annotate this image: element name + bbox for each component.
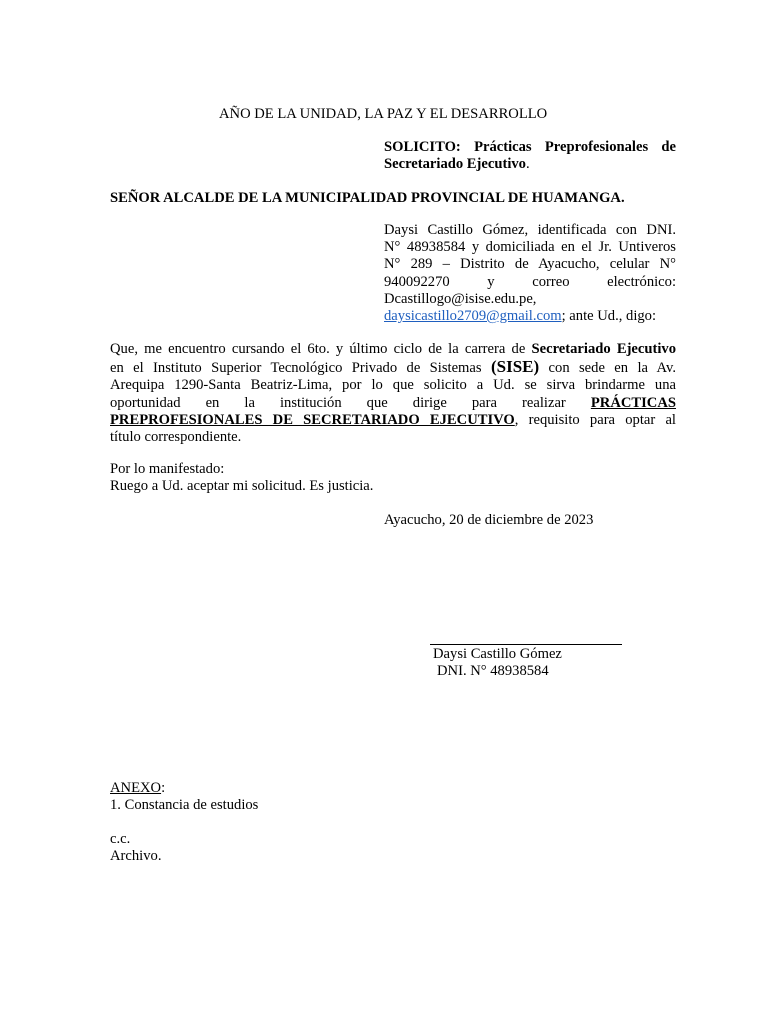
applicant-line-2: N° 48938584 y domiciliada en el Jr. Untiveros — [384, 239, 676, 256]
body-line-5: PREPROFESIONALES DE SECRETARIADO EJECUTIVO, requisito para optar al — [110, 411, 676, 428]
addressee: SEÑOR ALCALDE DE LA MUNICIPALIDAD PROVINCIAL DE HUAMANGA. — [110, 190, 625, 206]
body-paragraph — [110, 341, 676, 446]
body-line-3: Arequipa 1290-Santa Beatriz-Lima, por lo que solicito a Ud. se sirva brindarme una — [110, 377, 676, 394]
sise-acronym: (SISE) — [490, 357, 540, 377]
signature-dni: DNI. N° 48938584 — [437, 663, 549, 679]
email-link[interactable]: daysicastillo2709@gmail.com — [384, 308, 562, 325]
subject-block — [384, 139, 676, 173]
body-line-6: título correspondiente. — [110, 429, 242, 446]
applicant-line-4: 940092270 y correo electrónico: — [384, 273, 676, 290]
cc-archive: Archivo. — [110, 848, 162, 865]
annex-block — [110, 780, 258, 814]
closing-block — [110, 461, 373, 495]
closing-line-1: Por lo manifestado: — [110, 461, 225, 477]
subject-line-2: Secretariado Ejecutivo. — [384, 156, 530, 173]
body-line-2: en el Instituto Superior Tecnológico Privado de Sistemas (SISE) con sede en la Av. — [110, 357, 677, 377]
signature-line — [430, 644, 622, 645]
cc-block — [110, 831, 161, 865]
year-heading: AÑO DE LA UNIDAD, LA PAZ Y EL DESARROLLO — [219, 106, 548, 122]
signature-name: Daysi Castillo Gómez — [433, 646, 562, 662]
cc-label: c.c. — [110, 831, 131, 847]
applicant-line-1: Daysi Castillo Gómez, identificada con DNI. — [384, 222, 676, 238]
body-line-4: oportunidad en la institución que dirige para realizar PRÁCTICAS — [110, 394, 676, 411]
place-date: Ayacucho, 20 de diciembre de 2023 — [384, 512, 594, 528]
applicant-line-3: N° 289 – Distrito de Ayacucho, celular N° — [384, 256, 676, 273]
subject-line-1: SOLICITO: Prácticas Preprofesionales de — [384, 139, 676, 155]
body-line-1: Que, me encuentro cursando el 6to. y último ciclo de la carrera de Secretariado Ejecutivo — [110, 341, 677, 357]
applicant-block — [384, 222, 676, 325]
applicant-line-6: daysicastillo2709@gmail.com; ante Ud., digo: — [384, 308, 657, 325]
applicant-line-5: Dcastillogo@isise.edu.pe, — [384, 290, 537, 307]
annex-item-1: 1. Constancia de estudios — [110, 797, 259, 814]
annex-label: ANEXO: — [110, 780, 166, 796]
closing-line-2: Ruego a Ud. aceptar mi solicitud. Es justicia. — [110, 478, 374, 495]
